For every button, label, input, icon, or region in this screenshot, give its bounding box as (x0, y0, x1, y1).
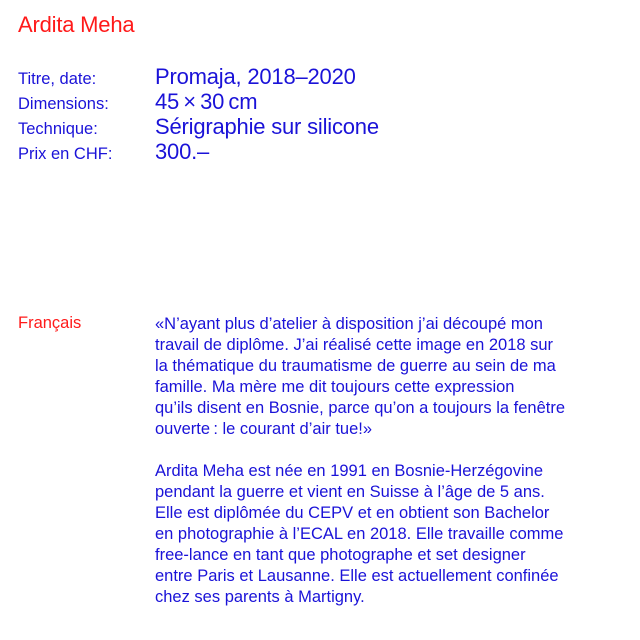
detail-row-dimensions (18, 89, 379, 114)
detail-value: Sérigraphie sur silicone (155, 114, 379, 139)
bio-line: chez ses parents à Martigny. (155, 588, 365, 606)
artist-name: Ardita Meha (18, 12, 135, 37)
artwork-details (18, 64, 379, 164)
quote-line: ouverte : le courant d’air tue!» (155, 420, 373, 438)
bio-line: Ardita Meha est née en 1991 en Bosnie-Herzégovine (155, 462, 543, 480)
bio-line: pendant la guerre et vient en Suisse à l’âge de 5 ans. (155, 483, 545, 501)
description-text (155, 314, 625, 629)
artist-quote (155, 314, 625, 440)
bio-line: entre Paris et Lausanne. Elle est actuellement confinée (155, 567, 559, 585)
detail-row-price (18, 139, 379, 164)
detail-label: Titre, date: (18, 70, 97, 88)
detail-value: 300.– (155, 139, 210, 164)
detail-label: Technique: (18, 120, 98, 138)
quote-line: famille. Ma mère me dit toujours cette expression (155, 378, 515, 396)
bio-line: en photographie à l’ECAL en 2018. Elle travaille comme (155, 525, 564, 543)
detail-row-technique (18, 114, 379, 139)
artist-bio (155, 461, 625, 608)
detail-label: Prix en CHF: (18, 145, 113, 163)
quote-line: «N’ayant plus d’atelier à disposition j’ai découpé mon (155, 315, 543, 333)
detail-value: Promaja, 2018–2020 (155, 64, 356, 89)
quote-line: travail de diplôme. J’ai réalisé cette image en 2018 sur (155, 336, 554, 354)
detail-label: Dimensions: (18, 95, 109, 113)
bio-line: Elle est diplômée du CEPV et en obtient son Bachelor (155, 504, 550, 522)
language-label: Français (18, 314, 82, 332)
quote-line: la thématique du traumatisme de guerre au sein de ma (155, 357, 556, 375)
detail-row-title (18, 64, 379, 89)
bio-line: free-lance en tant que photographe et set designer (155, 546, 526, 564)
quote-line: qu’ils disent en Bosnie, parce qu’on a toujours la fenêtre (155, 399, 566, 417)
detail-value: 45 × 30 cm (155, 89, 258, 114)
